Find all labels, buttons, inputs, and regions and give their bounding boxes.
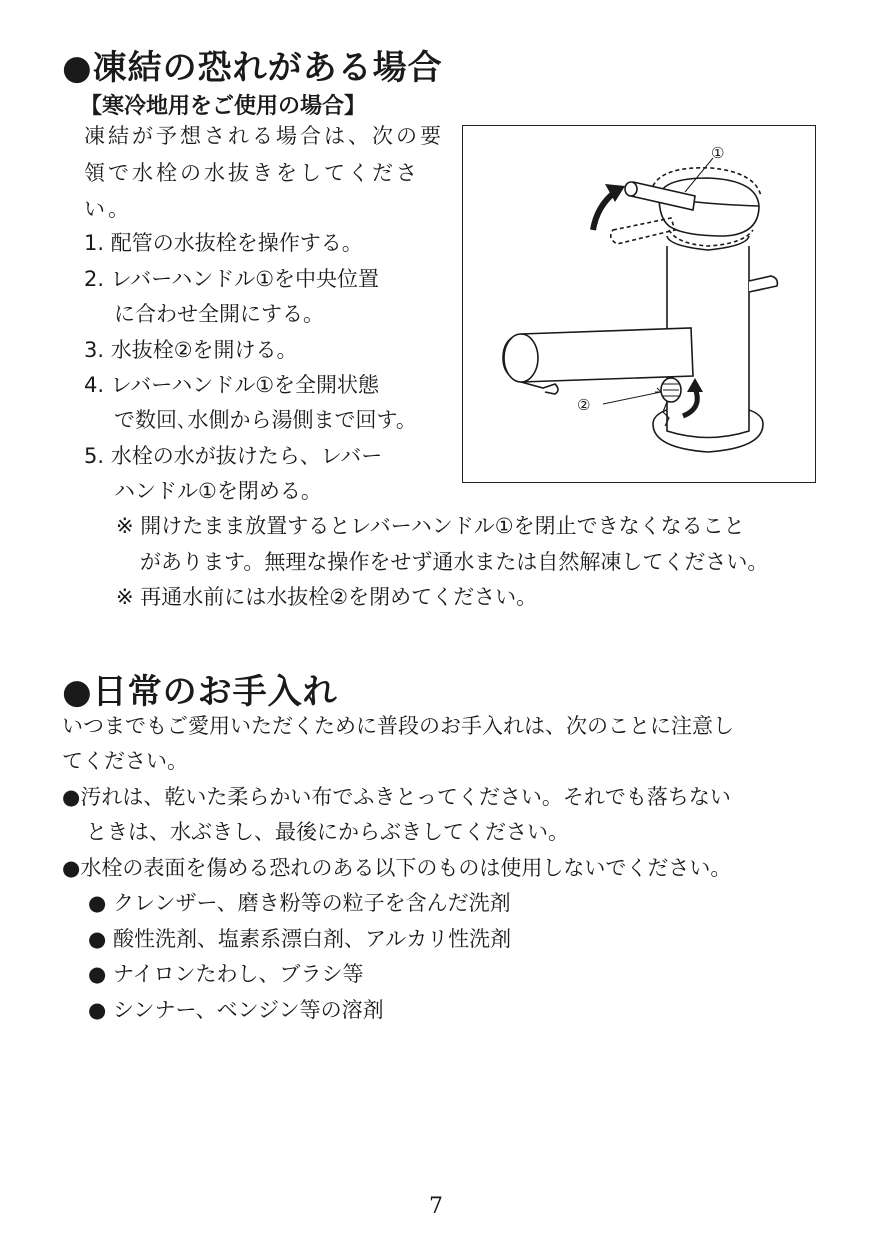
step-4: 4. レバーハンドル①を全開状態 <box>84 373 380 397</box>
care-intro-2: てください。 <box>62 749 188 773</box>
care-point-2: ●水栓の表面を傷める恐れのある以下のものは使用しないでください。 <box>62 856 732 880</box>
bullet-2: ● 酸性洗剤、塩素系漂白剤、アルカリ性洗剤 <box>88 927 512 951</box>
care-intro-1: いつまでもご愛用いただくために普段のお手入れは、次のことに注意し <box>62 714 734 738</box>
section1-subtitle: 【寒冷地用をご使用の場合】 <box>80 94 367 119</box>
section1-title: ●凍結の恐れがある場合 <box>62 48 443 88</box>
page-number: 7 <box>429 1194 443 1219</box>
intro-line-1: 凍結が予想される場合は、次の要 <box>84 124 444 148</box>
step-5: 5. 水栓の水が抜けたら、レバー <box>84 444 383 468</box>
bullet-3: ● ナイロンたわし、ブラシ等 <box>88 962 364 986</box>
note-1: ※ 開けたまま放置するとレバーハンドル①を閉止できなくなること <box>116 514 745 538</box>
step-3: 3. 水抜栓②を開ける。 <box>84 338 298 362</box>
bullet-1: ● クレンザー、磨き粉等の粒子を含んだ洗剤 <box>88 891 511 915</box>
bullet-4: ● シンナー、ベンジン等の溶剤 <box>88 998 384 1022</box>
section2-title: ●日常のお手入れ <box>62 672 338 712</box>
intro-line-2: 領で水栓の水抜きをしてくださ <box>84 161 420 185</box>
step-1: 1. 配管の水抜栓を操作する。 <box>84 231 363 255</box>
label-1: ① <box>711 144 725 162</box>
step-5-cont: ハンドル①を閉める。 <box>114 479 322 503</box>
step-2-cont: に合わせ全開にする。 <box>114 302 324 326</box>
step-4-cont: で数回､水側から湯側まで回す。 <box>114 408 417 432</box>
label-2: ② <box>577 396 591 414</box>
note-1-cont: があります。無理な操作をせず通水または自然解凍してください。 <box>140 550 769 574</box>
care-point-1-cont: ときは、水ぶきし、最後にからぶきしてください。 <box>86 820 569 844</box>
note-2: ※ 再通水前には水抜栓②を閉めてください。 <box>116 585 538 609</box>
rotate-arrow-icon <box>593 192 615 230</box>
faucet-illustration <box>463 126 815 482</box>
intro-line-3: い。 <box>84 197 132 221</box>
step-2: 2. レバーハンドル①を中央位置 <box>84 267 380 291</box>
faucet-figure <box>462 125 816 483</box>
care-point-1: ●汚れは、乾いた柔らかい布でふきとってください。それでも落ちない <box>62 785 731 809</box>
